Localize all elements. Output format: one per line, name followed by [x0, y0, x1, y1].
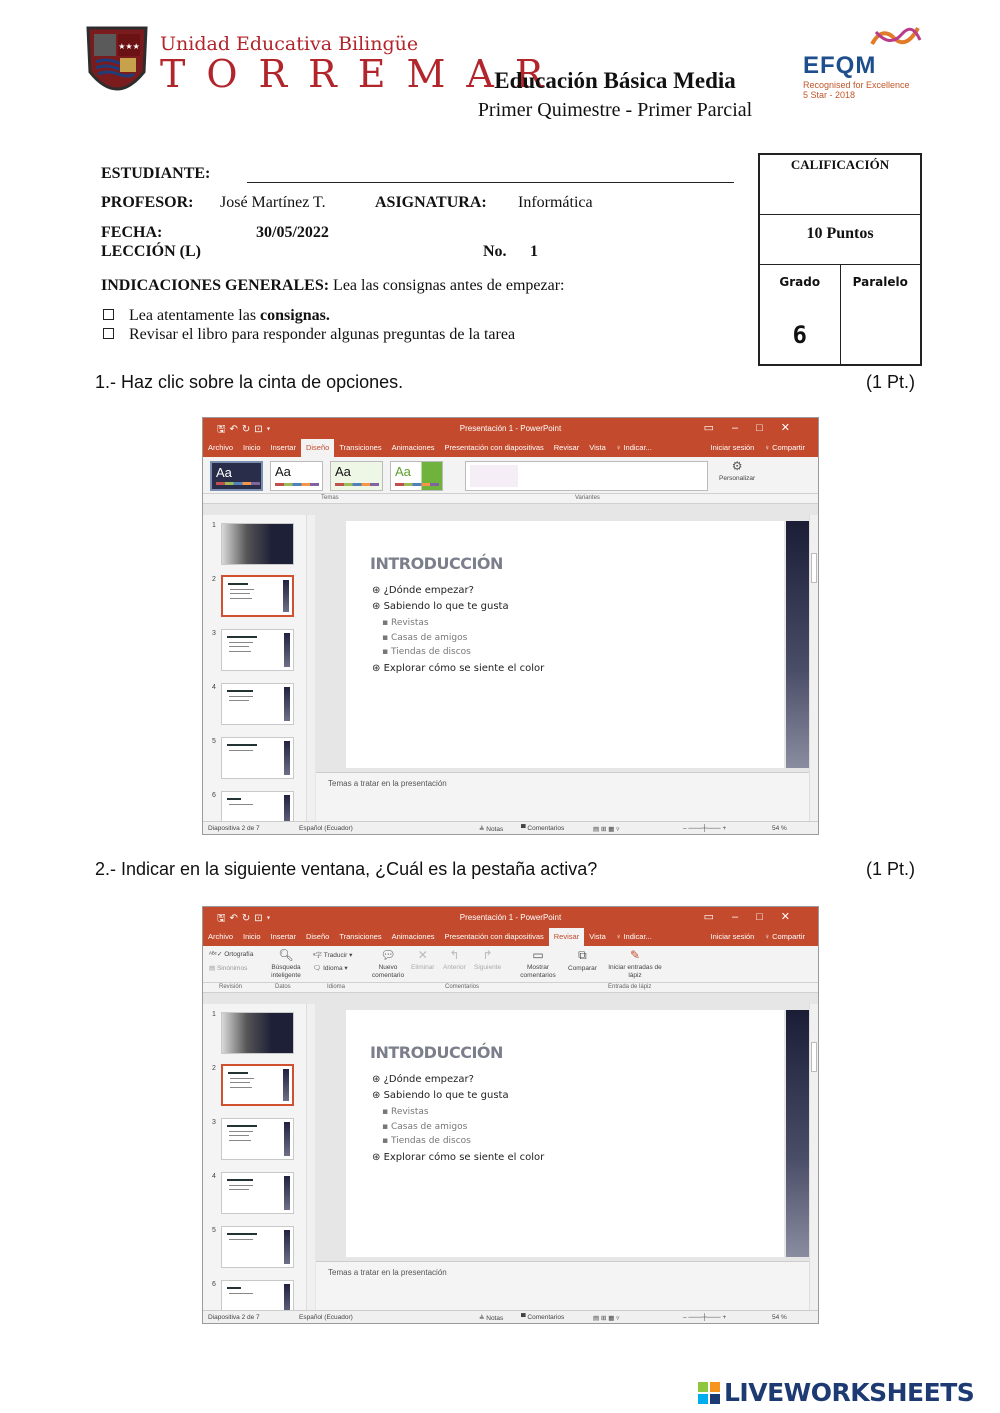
slide-bullet[interactable]: ⊛ Explorar cómo se siente el color [372, 1152, 545, 1163]
next-icon: ↱ [482, 948, 493, 962]
instruction-item-1-bold: consignas. [260, 307, 330, 324]
tab-indicar[interactable]: ♀ Indicar... [615, 932, 652, 941]
zoom-slider[interactable]: – ───┼─── + [683, 1314, 727, 1321]
group-label-data: Datos [275, 984, 291, 990]
tab-animaciones[interactable]: Animaciones [391, 443, 435, 452]
previous-label: Anterior [443, 964, 466, 971]
language-label: Idioma [323, 965, 343, 972]
slide-thumbnails-panel[interactable] [203, 1004, 306, 1310]
customize-label: Personalizar [719, 475, 756, 482]
smart-lookup-button[interactable] [266, 948, 306, 980]
notes-pane[interactable]: Temas a tratar en la presentación [316, 1261, 809, 1310]
theme-thumbnail-2-text: Aa [275, 464, 291, 479]
slide-thumbnail-2[interactable] [221, 1064, 294, 1106]
show-comments-label: Mostrar comentarios [520, 964, 556, 979]
status-comments-button[interactable]: ▀ Comentarios [521, 825, 565, 832]
ppt-workspace [203, 515, 818, 821]
ink-button[interactable] [607, 948, 663, 980]
current-slide[interactable] [346, 1010, 784, 1257]
ribbon-tabs [203, 928, 818, 946]
ppt-statusbar [203, 1310, 818, 1323]
ribbon-tabs-right [706, 928, 810, 946]
date-label: FECHA: [101, 224, 163, 241]
tab-diseno[interactable]: Diseño [305, 932, 330, 941]
window-controls[interactable]: ▭–□✕ [703, 911, 808, 923]
delete-comment-button[interactable] [411, 948, 434, 971]
scrollbar-knob[interactable] [811, 553, 817, 583]
school-name-line1: Unidad Educativa Bilingüe [160, 33, 419, 55]
instructions-label: INDICACIONES GENERALES: [101, 277, 330, 294]
slide-thumbnail-3[interactable] [221, 1118, 294, 1160]
slide-scrollbar[interactable] [809, 1004, 818, 1310]
ribbon-tabs [203, 439, 818, 457]
tab-vista[interactable]: Vista [589, 932, 606, 941]
date-value: 30/05/2022 [256, 224, 329, 241]
student-label: ESTUDIANTE: [101, 165, 211, 182]
spelling-icon: ᴬᴮᶜ✓ [209, 951, 223, 958]
smart-lookup-icon: 🔍︎ [278, 948, 294, 962]
view-buttons[interactable]: ▤ ⊞ ▦ ▿ [593, 826, 620, 833]
grade-box-title: CALIFICACIÓN [760, 155, 920, 215]
grade-cell [760, 265, 841, 364]
thumb-number: 6 [212, 1281, 216, 1288]
tab-inicio[interactable]: Inicio [243, 443, 261, 452]
signin-link[interactable]: Iniciar sesión [710, 443, 755, 452]
ribbon-tabs-right [706, 439, 810, 457]
delete-comment-icon: ✕ [417, 948, 428, 962]
slide-thumbnail-3[interactable] [221, 629, 294, 671]
tab-archivo[interactable]: Archivo [208, 932, 234, 941]
ribbon-group-labels [203, 983, 818, 993]
show-comments-button[interactable] [513, 948, 563, 980]
view-buttons[interactable]: ▤ ⊞ ▦ ▿ [593, 1315, 620, 1322]
slide-subbullet-text: Revistas [390, 618, 429, 628]
tab-revisar[interactable]: Revisar [553, 443, 580, 452]
tab-diseno[interactable]: Diseño [301, 439, 334, 457]
instruction-item-1 [103, 307, 330, 325]
show-comments-icon: ▭ [532, 948, 544, 962]
tab-insertar[interactable]: Insertar [270, 443, 296, 452]
slide-thumbnail-4[interactable] [221, 1172, 294, 1214]
zoom-level[interactable]: 54 % [772, 1314, 787, 1321]
theme-thumbnail-3-text: Aa [335, 464, 351, 479]
notes-pane[interactable]: Temas a tratar en la presentación [316, 772, 809, 821]
svg-text:★★★: ★★★ [118, 42, 140, 51]
scrollbar-knob[interactable] [811, 1042, 817, 1072]
document-title: Educación Básica Media [494, 68, 736, 93]
status-slide-count: Diapositiva 2 de 7 [208, 825, 260, 832]
status-language[interactable]: Español (Ecuador) [299, 1314, 353, 1321]
thumb-number: 1 [212, 1011, 216, 1018]
quick-access-toolbar[interactable]: 🖫↶↻⊡▾ [217, 913, 275, 924]
status-comments-button[interactable]: ▀ Comentarios [521, 1314, 565, 1321]
share-button[interactable]: ♀ Compartir [764, 932, 805, 941]
compare-icon: ⧉ [578, 948, 587, 962]
current-slide[interactable] [346, 521, 784, 768]
slide-subbullet[interactable]: ▪ Revistas [382, 618, 429, 628]
thumb-number: 5 [212, 738, 216, 745]
thumbnails-scrollbar[interactable] [306, 1004, 315, 1310]
powerpoint-window-1 [202, 417, 819, 835]
ppt-titlebar [203, 418, 818, 439]
slide-subbullet[interactable]: ▪ Casas de amigos [382, 633, 468, 643]
variant-thumbnail[interactable] [470, 465, 518, 487]
group-label-language: Idioma [327, 984, 346, 990]
checkbox-icon[interactable] [103, 328, 114, 339]
group-label-themes: Temas [321, 495, 339, 501]
slide-thumbnail-1[interactable] [221, 1012, 294, 1054]
slide-subbullet[interactable]: ▪ Casas de amigos [382, 1122, 468, 1132]
question-2-points: (1 Pt.) [866, 859, 916, 879]
slide-subbullet[interactable]: ▪ Revistas [382, 1107, 429, 1117]
status-notes-button[interactable]: ≜ Notas [479, 1315, 504, 1322]
checkbox-icon[interactable] [103, 309, 114, 320]
ppt-statusbar [203, 821, 818, 834]
status-notes-button[interactable]: ≜ Notas [479, 826, 504, 833]
variants-gallery[interactable] [465, 461, 708, 491]
tab-transiciones[interactable]: Transiciones [339, 932, 382, 941]
synonyms-button[interactable] [209, 964, 247, 972]
zoom-slider[interactable]: – ───┼─── + [683, 825, 727, 832]
slide-bullet[interactable]: ⊛ ¿Dónde empezar? [372, 585, 474, 596]
window-controls[interactable]: ▭–□✕ [703, 422, 808, 434]
slide-subbullet-text: Tiendas de discos [390, 647, 471, 657]
number-label: No. [483, 243, 507, 260]
tab-presentacion[interactable]: Presentación con diapositivas [444, 443, 544, 452]
tab-animaciones[interactable]: Animaciones [391, 932, 435, 941]
lesson-label: LECCIÓN (L) [101, 243, 202, 260]
efqm-caption [803, 80, 943, 100]
ribbon-review[interactable] [203, 946, 818, 983]
quick-access-toolbar[interactable]: 🖫↶↻⊡▾ [217, 424, 275, 435]
slide-title[interactable]: INTRODUCCIÓN [370, 554, 503, 573]
school-name-line2: TORREMAR [160, 52, 565, 96]
slide-subbullet-text: Casas de amigos [390, 1122, 468, 1132]
number-value: 1 [530, 243, 538, 260]
school-crest-logo [84, 22, 150, 108]
grade-label: Grado [779, 275, 821, 289]
slide-subbullet-text: Tiendas de discos [390, 1136, 471, 1146]
grade-box [758, 153, 922, 366]
slide-bullet-text: Sabiendo lo que te gusta [383, 1090, 509, 1101]
thumb-number: 3 [212, 1119, 216, 1126]
language-button[interactable]: 🗨︎ Idioma ▾ [313, 965, 348, 972]
compare-label: Comparar [568, 965, 597, 972]
powerpoint-window-2 [202, 906, 819, 1324]
translate-button[interactable]: ᵃ字 Traducir ▾ [313, 952, 353, 959]
instruction-item-2 [103, 326, 515, 344]
slide-thumbnail-5[interactable] [221, 1226, 294, 1268]
subject-label: ASIGNATURA: [375, 194, 487, 211]
slide-thumbnail-4[interactable] [221, 683, 294, 725]
thumb-number: 4 [212, 684, 216, 691]
tab-revisar[interactable]: Revisar [549, 928, 584, 946]
efqm-caption-line1: Recognised for Excellence [803, 80, 910, 90]
ribbon-design[interactable] [203, 457, 818, 494]
question-1-points: (1 Pt.) [866, 372, 916, 392]
slide-subbullet-text: Casas de amigos [390, 633, 468, 643]
slide-thumbnail-2[interactable] [221, 575, 294, 617]
tab-archivo[interactable]: Archivo [208, 443, 234, 452]
synonyms-icon: ▤ [209, 965, 216, 972]
status-slide-count: Diapositiva 2 de 7 [208, 1314, 260, 1321]
slide-subbullet[interactable]: ▪ Tiendas de discos [382, 1136, 471, 1146]
instruction-item-1-text: Lea atentamente las [129, 307, 261, 324]
pen-icon: ✎ [629, 948, 641, 962]
group-label-ink: Entrada de lápiz [608, 984, 652, 990]
translate-label: Traducir [323, 952, 348, 959]
slide-bullet-text: Sabiendo lo que te gusta [383, 601, 509, 612]
ink-label: Iniciar entradas de lápiz [608, 964, 662, 979]
share-button[interactable]: ♀ Compartir [764, 443, 805, 452]
instructions-text: Lea las consignas antes de empezar: [333, 277, 565, 294]
customize-icon: ⚙ [731, 459, 743, 473]
tab-insertar[interactable]: Insertar [270, 932, 296, 941]
grade-value: 6 [792, 321, 807, 349]
theme-thumbnail-2[interactable] [270, 461, 323, 491]
thumbnails-scrollbar[interactable] [306, 515, 315, 821]
instruction-item-2-text: Revisar el libro para responder algunas preguntas de la tarea [129, 326, 516, 343]
tab-indicar[interactable]: ♀ Indicar... [615, 443, 652, 452]
ppt-window-title: Presentación 1 - PowerPoint [459, 424, 562, 433]
ppt-workspace [203, 1004, 818, 1310]
ribbon-group-labels [203, 494, 818, 504]
document-subtitle: Primer Quimestre - Primer Parcial [477, 99, 753, 121]
synonyms-label: Sinónimos [216, 965, 248, 972]
delete-label: Eliminar [411, 964, 435, 971]
subject-value: Informática [518, 194, 593, 211]
theme-thumbnail-1-text: Aa [216, 465, 232, 480]
section-label: Paralelo [852, 275, 908, 289]
tab-inicio[interactable]: Inicio [243, 932, 261, 941]
question-2: 2.- Indicar en la siguiente ventana, ¿Cuál es la pestaña activa? [95, 859, 598, 879]
translate-icon: ᵃ字 [313, 952, 322, 959]
teacher-value: José Martínez T. [220, 194, 326, 211]
slide-subbullet[interactable]: ▪ Tiendas de discos [382, 647, 471, 657]
slide-bullet-text: ¿Dónde empezar? [383, 1074, 474, 1085]
thumb-number: 3 [212, 630, 216, 637]
slide-bullet[interactable]: ⊛ Sabiendo lo que te gusta [372, 1090, 509, 1101]
slide-bullet[interactable]: ⊛ Explorar cómo se siente el color [372, 663, 545, 674]
instructions [101, 277, 565, 295]
slide-bullet[interactable]: ⊛ ¿Dónde empezar? [372, 1074, 474, 1085]
status-language[interactable]: Español (Ecuador) [299, 825, 353, 832]
thumb-number: 6 [212, 792, 216, 799]
customize-button[interactable] [719, 459, 755, 482]
section-cell [841, 265, 921, 364]
thumb-number: 5 [212, 1227, 216, 1234]
group-label-variants: Variantes [575, 495, 600, 501]
slide-thumbnail-1[interactable] [221, 523, 294, 565]
slide-subbullet-text: Revistas [390, 1107, 429, 1117]
slide-bullet-text: Explorar cómo se siente el color [383, 663, 545, 674]
compare-button[interactable] [568, 948, 597, 972]
tab-vista[interactable]: Vista [589, 443, 606, 452]
ppt-window-title: Presentación 1 - PowerPoint [459, 913, 562, 922]
next-comment-button[interactable] [474, 948, 501, 971]
slide-bullet-text: ¿Dónde empezar? [383, 585, 474, 596]
thumb-number: 4 [212, 1173, 216, 1180]
slide-bullet-text: Explorar cómo se siente el color [383, 1152, 545, 1163]
theme-thumbnail-1[interactable] [210, 461, 263, 491]
thumb-number: 1 [212, 522, 216, 529]
signin-link[interactable]: Iniciar sesión [710, 932, 755, 941]
teacher-label: PROFESOR: [101, 194, 194, 211]
previous-comment-button[interactable] [443, 948, 466, 971]
zoom-level[interactable]: 54 % [772, 825, 787, 832]
previous-icon: ↰ [449, 948, 460, 962]
language-icon: 🗨︎ [313, 965, 322, 972]
slide-title[interactable]: INTRODUCCIÓN [370, 1043, 503, 1062]
comment-icon: 💬︎ [380, 948, 396, 962]
theme-thumbnail-4-text: Aa [395, 464, 411, 479]
slide-editor[interactable] [316, 515, 809, 770]
spelling-label: Ortografía [224, 951, 254, 958]
group-label-revision: Revisión [219, 984, 243, 990]
slide-editor[interactable] [316, 1004, 809, 1259]
theme-thumbnail-3[interactable] [330, 461, 383, 491]
thumb-number: 2 [212, 576, 216, 583]
tab-presentacion[interactable]: Presentación con diapositivas [444, 932, 544, 941]
spelling-button[interactable] [209, 950, 253, 958]
liveworksheets-logo-icon [698, 1382, 720, 1404]
liveworksheets-brand[interactable]: LIVEWORKSHEETS [724, 1378, 975, 1407]
new-comment-label: Nuevo comentario [371, 964, 405, 979]
slide-scrollbar[interactable] [809, 515, 818, 821]
slide-bullet[interactable]: ⊛ Sabiendo lo que te gusta [372, 601, 509, 612]
smart-lookup-label: Búsqueda inteligente [271, 964, 301, 979]
ppt-titlebar [203, 907, 818, 928]
tab-transiciones[interactable]: Transiciones [339, 443, 382, 452]
group-label-comments: Comentarios [445, 984, 480, 990]
new-comment-button[interactable] [368, 948, 408, 980]
efqm-text: EFQM [803, 52, 877, 79]
slide-thumbnail-5[interactable] [221, 737, 294, 779]
theme-thumbnail-4[interactable] [390, 461, 443, 491]
grade-box-points: 10 Puntos [760, 215, 920, 265]
efqm-caption-line2: 5 Star - 2018 [803, 90, 856, 100]
next-label: Siguiente [474, 964, 502, 971]
question-1: 1.- Haz clic sobre la cinta de opciones. [95, 372, 404, 392]
efqm-ribbon-logo [868, 18, 924, 52]
thumb-number: 2 [212, 1065, 216, 1072]
slide-thumbnails-panel[interactable] [203, 515, 306, 821]
student-name-line[interactable] [247, 182, 734, 183]
